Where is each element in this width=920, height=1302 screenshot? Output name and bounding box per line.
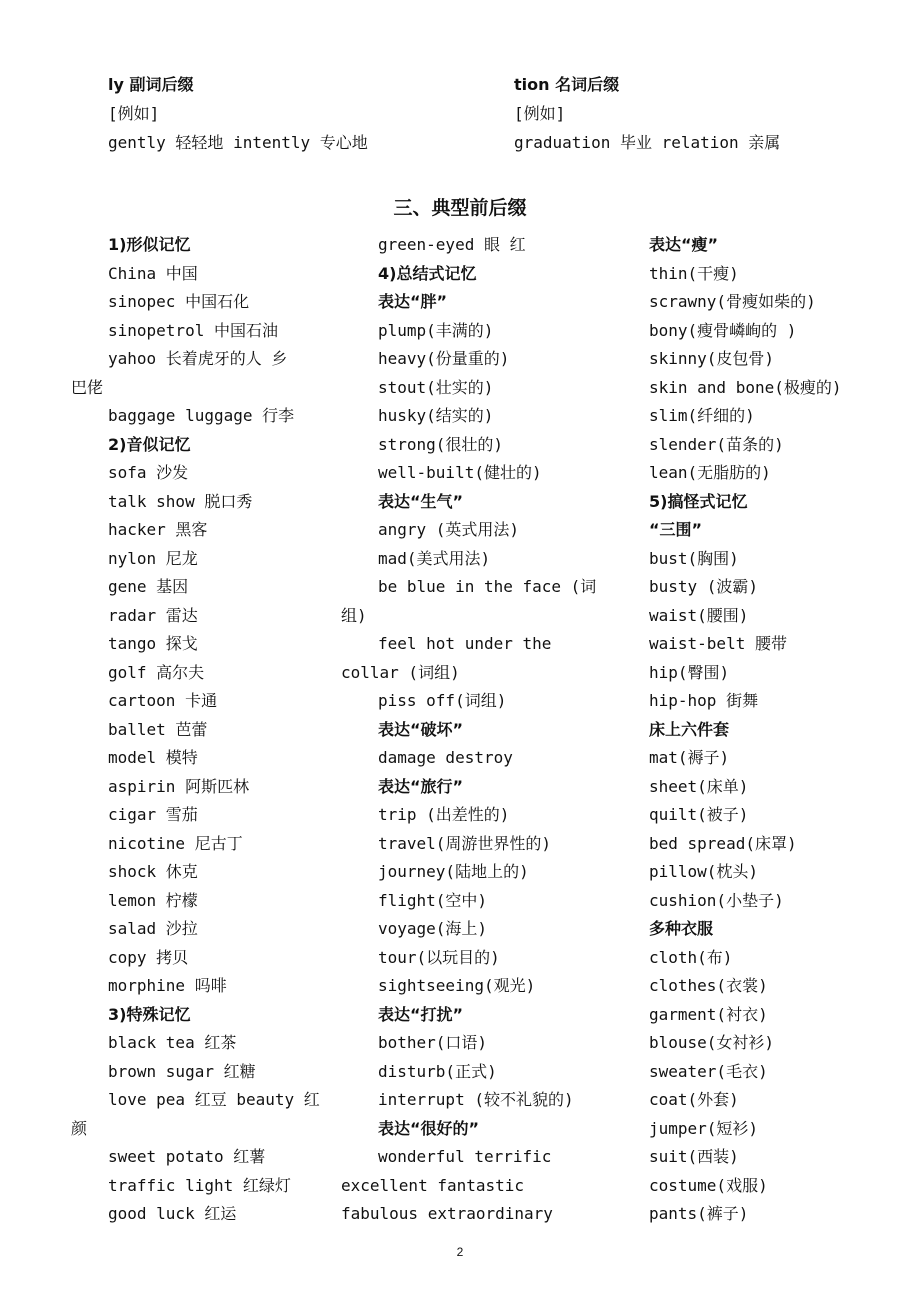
vocab-line: trip (出差性的) (378, 805, 510, 824)
vocab-line: travel(周游世界性的) (378, 833, 552, 853)
vocab-line: mad(美式用法) (378, 548, 491, 568)
vocab-line: tango 探戈 (108, 634, 198, 653)
vocab-line: black tea 红茶 (108, 1033, 237, 1052)
vocab-line: bed spread(床罩) (649, 833, 797, 853)
vocab-line: piss off(词组) (378, 691, 507, 710)
vocab-line: morphine 吗啡 (108, 976, 227, 995)
vocab-line: nylon 尼龙 (108, 548, 198, 568)
vocab-line: journey(陆地上的) (378, 862, 529, 881)
vocab-line: 组) (341, 605, 367, 625)
vocab-line: fabulous extraordinary (341, 1204, 553, 1223)
vocab-line: 颜 (71, 1118, 88, 1138)
vocab-line: radar 雷达 (108, 605, 198, 625)
vocab-line: stout(壮实的) (378, 377, 494, 397)
vocab-line: coat(外套) (649, 1090, 739, 1109)
vocab-line: model 模特 (108, 748, 198, 767)
vocab-line: quilt(被子) (649, 805, 749, 824)
vocab-line: sweet potato 红薯 (108, 1147, 266, 1166)
column-subheading: 表达“瘦” (649, 235, 719, 254)
column-subheading: 表达“生气” (378, 491, 464, 511)
ly-suffix-block (108, 70, 468, 157)
vocab-line: disturb(正式) (378, 1061, 497, 1081)
vocab-line: traffic light 红绿灯 (108, 1175, 291, 1195)
vocab-line: husky(结实的) (378, 406, 494, 425)
vocab-line: 巴佬 (71, 377, 104, 397)
column-subheading: 表达“旅行” (378, 776, 464, 796)
vocab-line: China 中国 (108, 263, 198, 283)
vocab-line: waist(腰围) (649, 605, 749, 625)
vocab-line: scrawny(骨瘦如柴的) (649, 292, 816, 311)
vocab-line: feel hot under the (378, 634, 552, 653)
column-subheading: 表达“打扰” (378, 1004, 464, 1024)
vocab-line: brown sugar 红糖 (108, 1061, 256, 1081)
vocab-line: talk show 脱口秀 (108, 491, 253, 511)
vocab-line: salad 沙拉 (108, 919, 198, 938)
vocab-line: suit(西装) (649, 1147, 739, 1166)
vocab-line: green-eyed 眼 红 (378, 235, 526, 254)
vocab-line: hip(臀围) (649, 662, 730, 682)
vocab-line: blouse(女衬衫) (649, 1033, 775, 1052)
page-number: 2 (456, 1245, 464, 1259)
tion-example-label: [例如] (514, 104, 566, 123)
vocab-line: garment(衬衣) (649, 1004, 768, 1024)
vocab-line: baggage luggage 行李 (108, 406, 295, 425)
vocab-line: clothes(衣裳) (649, 976, 768, 995)
vocab-line: ballet 芭蕾 (108, 719, 208, 739)
column-subheading: 表达“破坏” (378, 719, 464, 739)
vocab-line: bother(口语) (378, 1033, 488, 1052)
section-heading: 三、典型前后缀 (393, 197, 527, 219)
vocab-line: sheet(床单) (649, 776, 749, 796)
vocab-line: bust(胸围) (649, 548, 739, 568)
column-subheading: 表达“胖” (378, 292, 448, 311)
vocab-line: cloth(布) (649, 947, 733, 967)
vocab-line: sightseeing(观光) (378, 976, 536, 995)
text-column-3 (612, 231, 877, 1229)
vocab-line: excellent fantastic (341, 1175, 525, 1195)
vocab-line: bony(瘦骨嶙峋的 ) (649, 320, 797, 340)
vocab-line: tour(以玩目的) (378, 947, 500, 967)
vocab-line: sofa 沙发 (108, 463, 189, 482)
column-subheading: 表达“很好的” (378, 1118, 480, 1138)
vocab-line: cigar 雪茄 (108, 805, 198, 824)
tion-examples: graduation 毕业 relation 亲属 (514, 133, 781, 152)
vocab-line: sinopec 中国石化 (108, 292, 250, 311)
vocab-line: be blue in the face (词 (378, 577, 597, 596)
vocab-line: nicotine 尼古丁 (108, 833, 243, 853)
vocab-line: gene 基因 (108, 577, 189, 596)
vocab-line: busty (波霸) (649, 577, 759, 596)
vocab-line: golf 高尔夫 (108, 662, 205, 682)
vocab-line: cushion(小垫子) (649, 890, 784, 910)
vocab-line: damage destroy (378, 748, 513, 767)
column-subheading: 多种衣服 (649, 919, 714, 938)
text-column-1 (71, 231, 336, 1229)
vocab-line: flight(空中) (378, 890, 488, 910)
vocab-line: well-built(健壮的) (378, 463, 542, 482)
vocab-line: cartoon 卡通 (108, 691, 218, 710)
vocab-line: jumper(短衫) (649, 1118, 759, 1138)
column-subheading: 5)搞怪式记忆 (649, 491, 748, 511)
vocab-line: pillow(枕头) (649, 862, 759, 881)
column-subheading: 4)总结式记忆 (378, 263, 477, 283)
vocab-line: sinopetrol 中国石油 (108, 320, 278, 340)
vocab-line: slender(苗条的) (649, 434, 784, 454)
vocab-line: plump(丰满的) (378, 320, 494, 340)
ly-suffix-title: ly 副词后缀 (108, 75, 194, 94)
vocab-line: sweater(毛衣) (649, 1061, 768, 1081)
vocab-line: thin(干瘦) (649, 263, 739, 283)
vocab-line: skin and bone(极瘦的) (649, 377, 842, 397)
column-subheading: 床上六件套 (649, 719, 730, 739)
vocab-line: love pea 红豆 beauty 红 (108, 1090, 320, 1109)
vocab-line: skinny(皮包骨) (649, 349, 775, 368)
vocab-line: shock 休克 (108, 862, 198, 881)
vocab-line: heavy(份量重的) (378, 349, 510, 368)
vocab-line: collar (词组) (341, 662, 460, 682)
vocab-line: yahoo 长着虎牙的人 乡 (108, 349, 288, 368)
tion-suffix-title: tion 名词后缀 (514, 75, 620, 94)
vocab-line: slim(纤细的) (649, 406, 755, 425)
vocab-line: lean(无脂肪的) (649, 463, 771, 482)
vocab-line: lemon 柠檬 (108, 890, 198, 910)
vocab-line: good luck 红运 (108, 1204, 237, 1223)
ly-examples: gently 轻轻地 intently 专心地 (108, 133, 368, 152)
column-subheading: “三围” (649, 520, 703, 539)
vocab-line: waist-belt 腰带 (649, 634, 787, 653)
column-subheading: 3)特殊记忆 (108, 1004, 191, 1024)
vocab-line: strong(很壮的) (378, 434, 504, 454)
vocab-line: wonderful terrific (378, 1147, 552, 1166)
vocab-line: hip-hop 街舞 (649, 691, 759, 710)
ly-example-label: [例如] (108, 104, 160, 123)
text-column-2 (341, 231, 606, 1229)
vocab-line: interrupt (较不礼貌的) (378, 1090, 574, 1109)
vocab-line: angry (英式用法) (378, 520, 520, 539)
vocab-line: voyage(海上) (378, 919, 488, 938)
vocab-line: mat(褥子) (649, 748, 730, 767)
vocab-line: hacker 黑客 (108, 520, 208, 539)
vocab-line: aspirin 阿斯匹林 (108, 776, 250, 796)
vocab-line: pants(裤子) (649, 1204, 749, 1223)
column-subheading: 1)形似记忆 (108, 235, 191, 254)
vocab-line: costume(戏服) (649, 1175, 768, 1195)
vocab-line: copy 拷贝 (108, 947, 189, 967)
column-subheading: 2)音似记忆 (108, 434, 191, 454)
tion-suffix-block (514, 70, 874, 157)
